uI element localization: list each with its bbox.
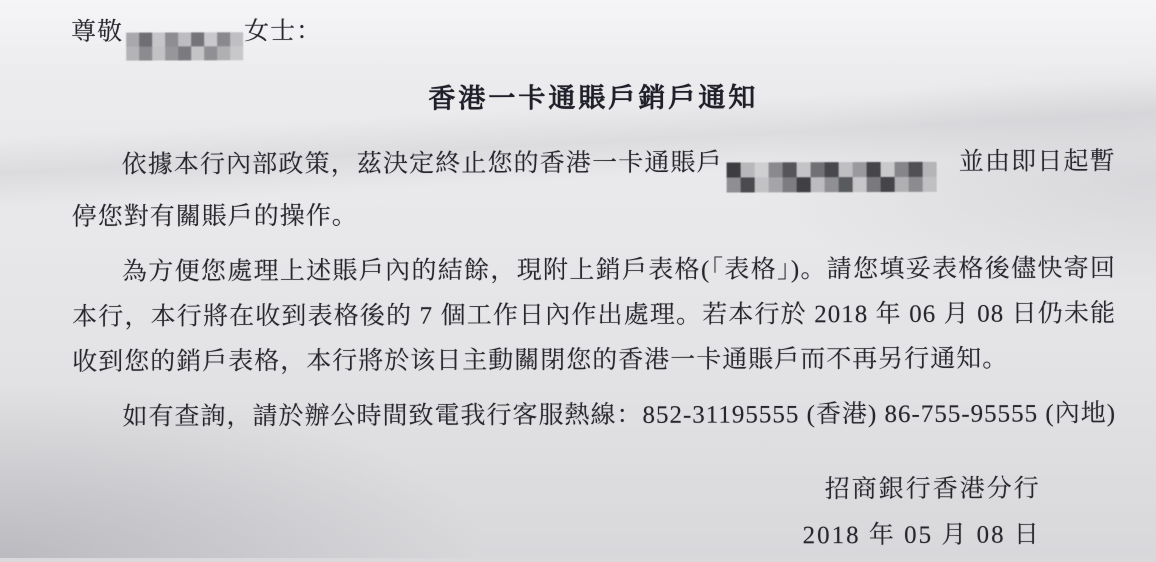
redacted-account-number: [727, 162, 937, 193]
letter-content: [71, 6, 1117, 562]
letter-date: 2018 年 05 月 08 日: [802, 521, 1041, 550]
signature-block: [73, 466, 1117, 562]
paragraph-closure-form-instructions: 為方便您處理上述賬戶內的結餘，現附上銷戶表格(「表格」)。請您填妥表格後儘快寄回本行，本行將在收到表格後的 7 個工作日內作出處理。若本行於 2018 年 06 月 08 日仍未能收到您的銷戶表格，本行將於该日主動關閉您的香港一卡通賬戶而不再另行通知。: [72, 255, 1117, 376]
paragraph-termination-notice: [72, 139, 1116, 240]
salutation-line: [71, 6, 1115, 61]
paragraph-1-before-account: 依據本行內部政策，茲決定終止您的香港一卡通賬戶: [121, 149, 723, 179]
paragraph-1-after-account: 並由即日起暫停您對有關賬戶的操作。: [71, 148, 1116, 231]
salutation-suffix: 女士：: [244, 17, 323, 46]
redacted-recipient-name: [126, 32, 243, 60]
paragraph-hotline-info: 如有查詢，請於辦公時間致電我行客服熱線：852-31195555 (香港) 86-755-95555 (內地): [122, 400, 1117, 431]
letter-title: 香港一卡通賬戶銷戶通知: [428, 82, 759, 114]
salutation-prefix: 尊敬: [71, 18, 124, 46]
bank-signature: 招商銀行香港分行: [824, 475, 1041, 504]
